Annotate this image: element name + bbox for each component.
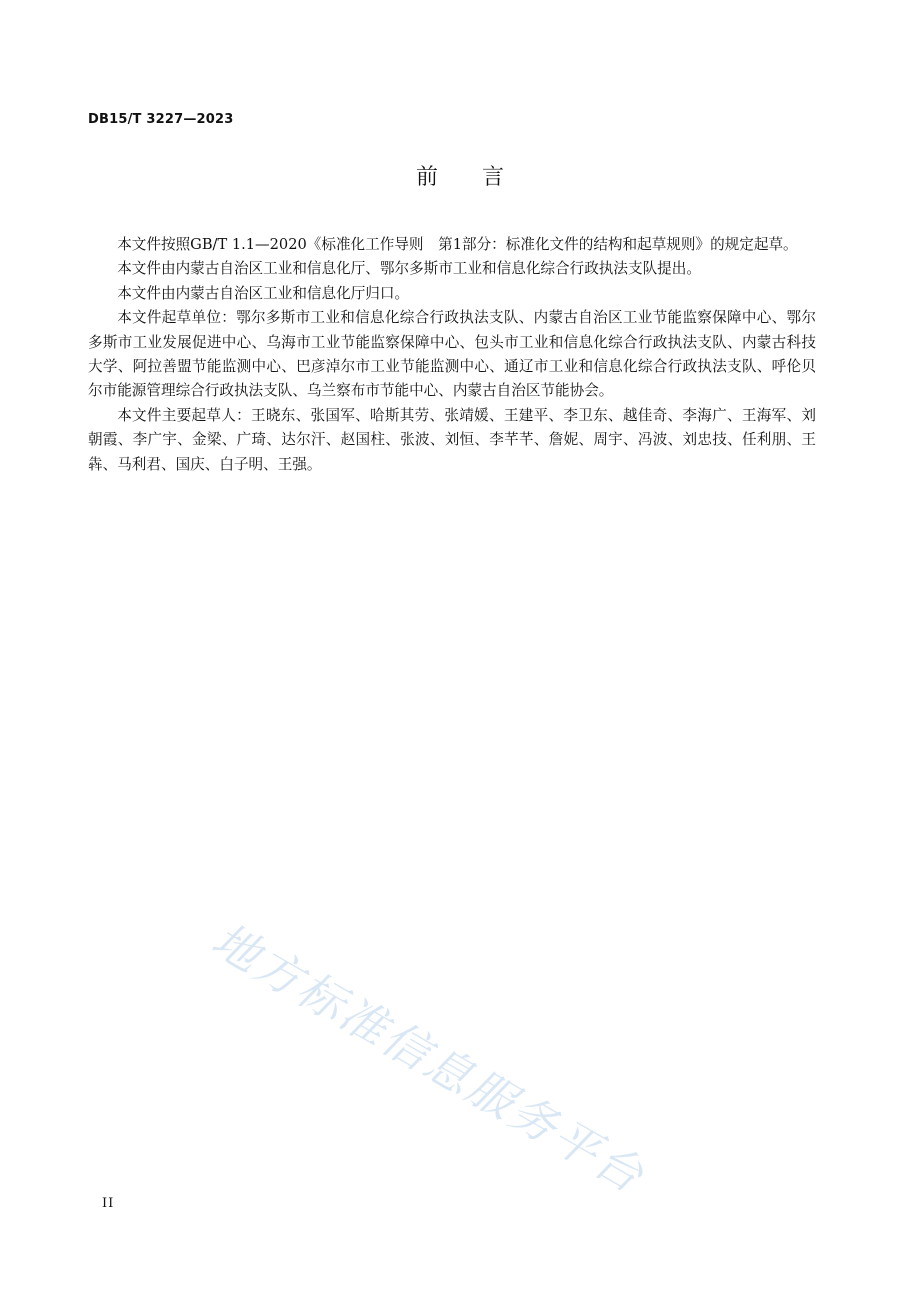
paragraph-drafting-units: 本文件起草单位：鄂尔多斯市工业和信息化综合行政执法支队、内蒙古自治区工业节能监察保障中心、鄂尔多斯市工业发展促进中心、乌海市工业节能监察保障中心、包头市工业和信息化综合行政执法支队、内蒙古科技大学、阿拉善盟节能监测中心、巴彦淖尔市工业节能监测中心、通辽市工业和信息化综合行政执法支队、呼伦贝尔市能源管理综合行政执法支队、乌兰察布市节能中心、内蒙古自治区节能协会。: [88, 309, 816, 400]
document-code: DB15/T 3227—2023: [88, 112, 234, 127]
page-number: II: [102, 1196, 115, 1211]
paragraph-drafters: 本文件主要起草人：王晓东、张国军、哈斯其劳、张靖媛、王建平、李卫东、越佳奇、李海广、王海军、刘朝霞、李广宇、金梁、广琦、达尔汗、赵国柱、张波、刘恒、李芊芊、詹妮、周宇、冯波、刘忠技、任利朋、王犇、马利君、国庆、白子明、王强。: [88, 406, 816, 473]
watermark: 地方标准信息服务平台: [203, 912, 655, 1204]
page-title: 前言: [415, 165, 548, 190]
paragraph-administrator: 本文件由内蒙古自治区工业和信息化厅归口。: [117, 284, 410, 302]
paragraph-proposer: 本文件由内蒙古自治区工业和信息化厅、鄂尔多斯市工业和信息化综合行政执法支队提出。: [117, 260, 701, 278]
paragraph-drafting-rules: 本文件按照GB/T 1.1—2020《标准化工作导则 第1部分：标准化文件的结构和起草规则》的规定起草。: [117, 236, 798, 253]
foreword-body: [88, 233, 816, 477]
